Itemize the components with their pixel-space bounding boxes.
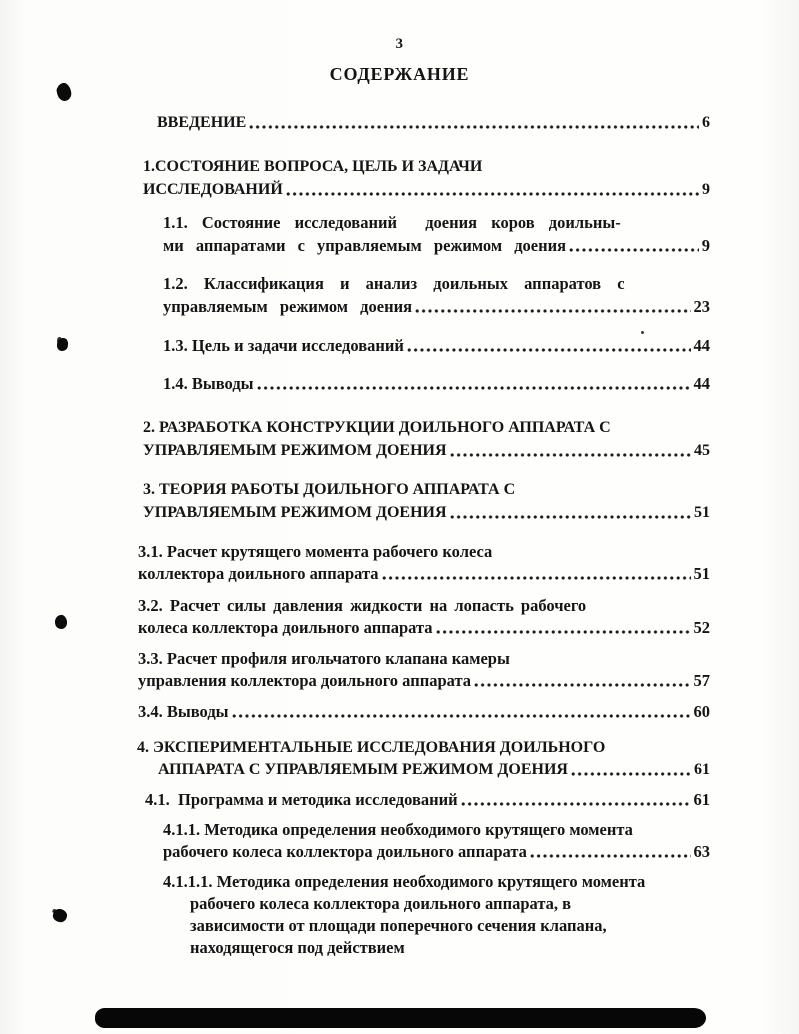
toc-line-label: управления коллектора доильного аппарата bbox=[138, 671, 472, 690]
dot-leader bbox=[415, 308, 690, 314]
page-ref: 61 bbox=[694, 761, 710, 778]
toc-line bbox=[163, 212, 621, 233]
page-number: 3 bbox=[395, 36, 404, 52]
scan-edge-bar bbox=[95, 1008, 706, 1028]
dot-leader bbox=[530, 853, 691, 859]
dot-leader bbox=[450, 514, 691, 520]
toc-line-label: ИССЛЕДОВАНИЙ bbox=[143, 181, 283, 198]
page-ref: 9 bbox=[701, 236, 710, 255]
page-ref: 61 bbox=[693, 790, 710, 809]
toc-line bbox=[145, 789, 710, 810]
toc-line bbox=[163, 335, 710, 356]
dot-leader bbox=[450, 452, 691, 458]
toc-line-label: 2. РАЗРАБОТКА КОНСТРУКЦИИ ДОИЛЬНОГО АППАРАТА С bbox=[143, 419, 611, 436]
toc-line-label: коллектора доильного аппарата bbox=[138, 564, 379, 583]
toc-line bbox=[138, 563, 710, 584]
toc-line-label: 1.4. Выводы bbox=[163, 374, 254, 393]
toc-line-label: УПРАВЛЯЕМЫМ РЕЖИМОМ ДОЕНИЯ bbox=[143, 442, 447, 459]
toc-line-label: зависимости от площади поперечного сечения клапана, bbox=[190, 916, 607, 935]
page-ref: 44 bbox=[693, 336, 710, 355]
page-ref: 60 bbox=[693, 702, 710, 721]
toc-line-label: рабочего колеса коллектора доильного аппарата, в bbox=[190, 894, 572, 913]
toc-line bbox=[143, 417, 611, 438]
dot-leader bbox=[474, 682, 690, 688]
toc-line bbox=[157, 112, 710, 133]
toc-line bbox=[138, 617, 710, 638]
dot-leader bbox=[382, 575, 691, 581]
toc-line-label: 1.3. Цель и задачи исследований bbox=[163, 336, 404, 355]
toc-line-label: колеса коллектора доильного аппарата bbox=[138, 618, 433, 637]
toc-line bbox=[163, 296, 710, 317]
toc-line-label: 4.1.1.1. Методика определения необходимого крутящего момента bbox=[163, 872, 646, 891]
toc-line-label: 1.1. Состояние исследований доения коров доильны- bbox=[163, 213, 621, 232]
page-ref: 23 bbox=[693, 297, 710, 316]
toc-title: СОДЕРЖАНИЕ bbox=[329, 64, 470, 84]
toc-line bbox=[163, 871, 645, 892]
toc-line-label: управляемым режимом доения bbox=[163, 297, 413, 316]
toc-line bbox=[138, 595, 586, 616]
page-ref: 63 bbox=[693, 842, 710, 861]
page-ref: 9 bbox=[702, 181, 710, 198]
page-ref: 51 bbox=[693, 564, 710, 583]
toc-line bbox=[163, 819, 633, 840]
dot-leader bbox=[286, 191, 699, 197]
dot-leader bbox=[249, 124, 699, 130]
toc-line-label: ми аппаратами с управляемым режимом доения bbox=[163, 236, 567, 255]
toc-line bbox=[163, 373, 710, 394]
page-ref: 51 bbox=[694, 504, 710, 521]
toc-line-label: 3. ТЕОРИЯ РАБОТЫ ДОИЛЬНОГО АППАРАТА С bbox=[143, 481, 516, 498]
toc-line-label: УПРАВЛЯЕМЫМ РЕЖИМОМ ДОЕНИЯ bbox=[143, 504, 447, 521]
ink-blot bbox=[56, 337, 69, 351]
toc-line bbox=[137, 737, 605, 758]
page-ref: 6 bbox=[702, 114, 710, 131]
toc-line bbox=[190, 915, 607, 936]
toc-line bbox=[163, 235, 710, 256]
toc-line-label: 1.СОСТОЯНИЕ ВОПРОСА, ЦЕЛЬ И ЗАДАЧИ bbox=[143, 158, 483, 175]
ink-blot bbox=[54, 614, 67, 629]
page-ref: 45 bbox=[694, 442, 710, 459]
toc-line-label: АППАРАТА С УПРАВЛЯЕМЫМ РЕЖИМОМ ДОЕНИЯ bbox=[158, 761, 568, 778]
dot-leader bbox=[232, 713, 691, 719]
toc-line-label: 3.4. Выводы bbox=[138, 702, 229, 721]
page-ref: 57 bbox=[693, 671, 710, 690]
ink-blot bbox=[52, 907, 69, 923]
toc-line bbox=[163, 841, 710, 862]
dot-leader bbox=[436, 629, 691, 635]
page-ref: 52 bbox=[693, 618, 710, 637]
toc-line bbox=[143, 440, 710, 461]
toc-line bbox=[190, 937, 405, 958]
page-ref: 44 bbox=[693, 374, 710, 393]
dot-leader bbox=[461, 801, 691, 807]
toc-line-label: 3.2. Расчет силы давления жидкости на лопасть рабочего bbox=[138, 596, 587, 615]
toc-line bbox=[138, 541, 492, 562]
toc-line bbox=[138, 701, 710, 722]
dot-leader bbox=[569, 247, 699, 253]
toc-line bbox=[143, 502, 710, 523]
toc-line bbox=[138, 648, 510, 669]
ink-speck bbox=[641, 331, 644, 334]
dot-leader bbox=[571, 771, 691, 777]
dot-leader bbox=[407, 347, 691, 353]
toc-line-label: рабочего колеса коллектора доильного аппарата bbox=[163, 842, 527, 861]
toc-line-label: 4. ЭКСПЕРИМЕНТАЛЬНЫЕ ИССЛЕДОВАНИЯ ДОИЛЬНОГО bbox=[137, 739, 606, 756]
toc-line-label: 3.3. Расчет профиля игольчатого клапана камеры bbox=[138, 649, 510, 668]
dot-leader bbox=[257, 385, 691, 391]
toc-line bbox=[190, 893, 571, 914]
toc-line-label: находящегося под действием bbox=[190, 938, 405, 957]
toc-line-label: ВВЕДЕНИЕ bbox=[157, 114, 247, 131]
toc-line-label: 4.1.1. Методика определения необходимого крутящего момента bbox=[163, 820, 633, 839]
toc-line bbox=[158, 759, 710, 780]
toc-line-label: 1.2. Классификация и анализ доильных аппаратов с bbox=[163, 274, 625, 293]
toc-line-label: 3.1. Расчет крутящего момента рабочего колеса bbox=[138, 542, 493, 561]
toc-line bbox=[163, 273, 625, 294]
toc-line-label: 4.1. Программа и методика исследований bbox=[145, 790, 458, 809]
toc-line bbox=[143, 479, 515, 500]
toc-line bbox=[138, 670, 710, 691]
toc-line bbox=[143, 156, 482, 177]
toc-line bbox=[143, 179, 710, 200]
